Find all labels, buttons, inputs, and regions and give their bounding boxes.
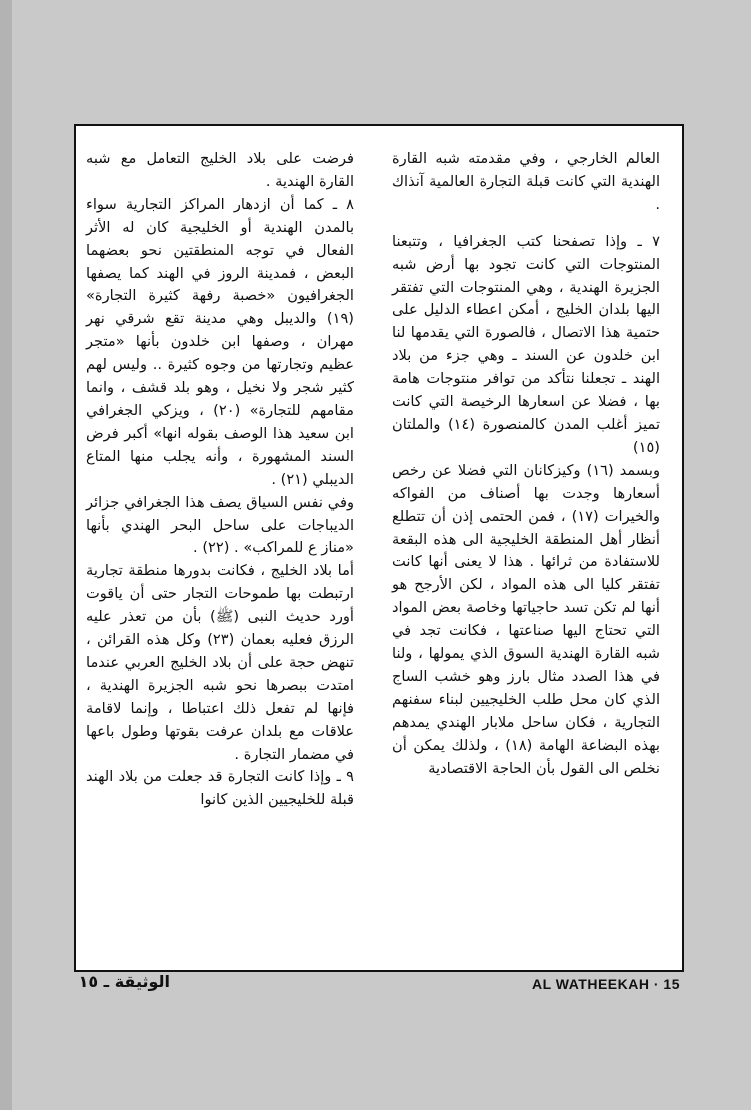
paragraph: ٨ ـ كما أن ازدهار المراكز التجارية سواء بالمدن الهندية أو الخليجية كان له الأثر الفعال في توجه المنطقتين نحو بعضهما البعض ، فمدينة الروز في الهند كما يصفها الجغرافيون «خصبة رفهة كثيرة التجارة» (١٩) والديبل وهي مدينة تقع شرقي نهر مهران ، وصفها ابن خلدون بأنها «متجر عظيم وتجارتها من وجوه كثيرة .. وليس لهم كثير شجر ولا نخيل ، وهو بلد قشف ، وانما مقامهم للتجارة» (٢٠) ، ويزكي الجغرافي ابن سعيد هذا الوصف بقوله انها» أكبر فرض السند المشهورة ، وأنه يجلب منها المتاع الديبلي (٢١) . xyxy=(86,195,354,488)
paragraph: أما بلاد الخليج ، فكانت بدورها منطقة تجارية ارتبطت بها طموحات التجار حتى أن ياقوت أورد حديث النبى (ﷺ) بأن من تعذر عليه الرزق فعليه بعمان (٢٣) وكل هذه القرائن ، تنهض حجة على أن بلاد الخليج العربي عندما امتدت ببصرها نحو شبه الجزيرة الهندية ، فإنها لم تفعل ذلك اعتباطا ، وإنما لاقامة علاقات مع بلدان عرفت بقوتها وطول باعها في مضمار التجارة . xyxy=(86,562,354,763)
paragraph: ٩ ـ وإذا كانت التجارة قد جعلت من بلاد الهند قبلة للخليجيين الذين كانوا xyxy=(86,768,354,809)
article-frame xyxy=(74,124,684,972)
right-column xyxy=(392,148,660,780)
paragraph: وفي نفس السياق يصف هذا الجغرافي جزائر الديباجات على ساحل البحر الهندي بأنها «مناز ع للمراكب» . (٢٢) . xyxy=(86,493,354,557)
left-column xyxy=(86,148,354,812)
paragraph: فرضت على بلاد الخليج التعامل مع شبه القارة الهندية . xyxy=(86,150,354,190)
page-edge-shadow xyxy=(0,0,12,1110)
footer-arabic-page-label: الوثيقة ـ ١٥ xyxy=(78,972,170,991)
paragraph: العالم الخارجي ، وفي مقدمته شبه القارة الهندية التي كانت قبلة التجارة العالمية آنذاك . xyxy=(392,150,660,213)
footer-english-page-label: AL WATHEEKAH · 15 xyxy=(532,976,680,992)
paragraph: ٧ ـ وإذا تصفحنا كتب الجغرافيا ، وتتبعنا المنتوجات التي كانت تجود بها أرض شبه الجزيرة الهندية ، وهي المنتوجات التي تفتقر اليها بلدان الخليج ، أمكن اعطاء الدليل على حتمية هذا الاتصال ، فالصورة التي يقدمها لنا ابن خلدون عن السند ـ وهي جزء من بلاد الهند ـ تجعلنا نتأكد من توافر منتوجات هامة بها ، فضلا عن اسعارها الرخيصة التي كانت تميز أغلب المدن كالمنصورة (١٤) والملتان (١٥) xyxy=(392,232,661,456)
paragraph: وبسمد (١٦) وكيزكانان التي فضلا عن رخص أسعارها وجدت بها أصناف من الفواكه والخيرات (١٧) ، فمن الحتمى إذن أن تتطلع أنظار أهل المنطقة الخليجية الى هذه البقعة للاستفادة من ثرائها . هذا لا يعنى أنها كانت تفتقر كليا الى هذه المواد ، لكن الأرجح هو أنها لم تكن تسد حاجياتها وخاصة بعض المواد التي تحتاج اليها صناعتها ، فكانت تجد في شبه القارة الهندية السوق الذي يمولها ، ولنا في هذا الصدد مثال بارز وهو خشب الساج الذي كان محل طلب الخليجيين لبناء سفنهم التجارية ، فكان ساحل ملابار الهندي يمدهم بهذه البضاعة الهامة (١٨) ، ولذلك يمكن أن نخلص الى القول بأن الحاجة الاقتصادية xyxy=(392,461,660,777)
